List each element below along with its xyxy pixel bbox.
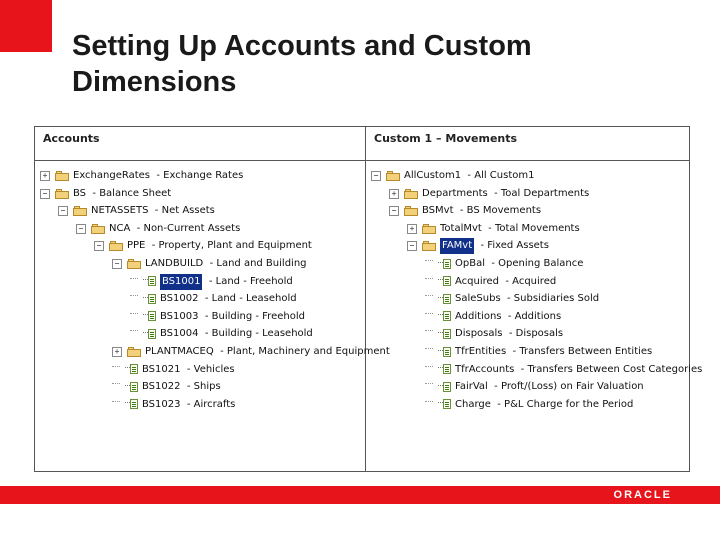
member-code: BS1003 (160, 310, 199, 322)
member-icon (143, 311, 156, 322)
member-description: - Disposals (502, 328, 564, 340)
folder-icon (422, 224, 436, 234)
folder-icon (404, 189, 418, 199)
tree-connector (112, 366, 120, 374)
folder-icon (109, 241, 123, 251)
member-description: - Building - Leasehold (198, 328, 313, 340)
tree-connector (425, 295, 433, 303)
member-code: BS1001 (160, 274, 202, 290)
collapse-icon[interactable]: − (389, 206, 399, 216)
tree-node-famvt[interactable] (407, 238, 549, 254)
tree-node-acquired[interactable] (425, 274, 556, 290)
tree-connector (425, 260, 433, 268)
member-description: - P&L Charge for the Period (490, 398, 634, 410)
custom1-column (366, 127, 703, 471)
member-description: - BS Movements (453, 205, 542, 217)
slide-title: Setting Up Accounts and Custom Dimensions (72, 30, 532, 98)
member-code: Additions (455, 310, 502, 322)
tree-connector (130, 278, 138, 286)
tree-connector (130, 313, 138, 321)
member-description: - Toal Departments (487, 187, 590, 199)
member-code: BS1023 (142, 398, 181, 410)
member-icon (438, 259, 451, 270)
member-description: - All Custom1 (461, 170, 535, 181)
tree-node-salesubs[interactable] (425, 291, 599, 307)
collapse-icon[interactable]: − (76, 224, 86, 234)
member-code: OpBal (455, 258, 485, 269)
member-description: - Acquired (499, 275, 557, 287)
member-code: FAMvt (440, 238, 474, 254)
tree-node-bs1004[interactable] (130, 326, 313, 342)
folder-icon (404, 206, 418, 216)
member-description: - Ships (180, 381, 221, 393)
member-code: PLANTMACEQ (145, 346, 214, 357)
tree-node-bs[interactable] (40, 186, 171, 202)
member-description: - Aircrafts (180, 398, 236, 410)
member-description: - Transfers Between Cost Categories (514, 363, 703, 375)
member-code: Acquired (455, 275, 500, 287)
member-code: Disposals (455, 328, 503, 340)
tree-connector (425, 383, 433, 391)
member-description: - Additions (501, 310, 562, 322)
member-icon (125, 399, 138, 410)
member-code: BS1022 (142, 381, 181, 393)
tree-node-disposals[interactable] (425, 326, 563, 342)
member-description: - Opening Balance (485, 258, 584, 269)
member-code: NCA (109, 222, 131, 234)
member-code: BS1002 (160, 293, 199, 305)
member-icon (438, 399, 451, 410)
member-code: ExchangeRates (73, 170, 151, 181)
oracle-logo: ORACLE (613, 489, 672, 501)
tree-node-ppe[interactable] (94, 238, 312, 254)
member-icon (438, 347, 451, 358)
expand-icon[interactable]: + (40, 171, 50, 181)
member-code: LANDBUILD (145, 258, 204, 269)
member-code: TotalMvt (440, 222, 482, 234)
member-code: TfrEntities (455, 346, 507, 357)
member-description: - Net Assets (148, 205, 215, 217)
collapse-icon[interactable]: − (40, 189, 50, 199)
member-description: - Building - Freehold (198, 310, 305, 322)
tree-node-totalmvt[interactable] (407, 221, 580, 237)
member-code: AllCustom1 (404, 170, 462, 181)
tree-node-nca[interactable] (76, 221, 240, 237)
folder-icon (91, 224, 105, 234)
tree-node-bsmvt[interactable] (389, 203, 541, 219)
tree-node-netassets[interactable] (58, 203, 215, 219)
member-code: FairVal (455, 381, 488, 393)
dimension-panel (34, 126, 703, 472)
member-code: BS (73, 187, 87, 199)
folder-icon (73, 206, 87, 216)
member-description: - Total Movements (481, 222, 580, 234)
member-description: - Proft/(Loss) on Fair Valuation (487, 381, 644, 393)
member-code: TfrAccounts (455, 363, 515, 375)
collapse-icon[interactable]: − (407, 241, 417, 251)
footer-bar (0, 486, 720, 504)
tree-connector (425, 278, 433, 286)
expand-icon[interactable]: + (407, 224, 417, 234)
member-icon (125, 364, 138, 375)
member-description: - Transfers Between Entities (506, 346, 653, 357)
tree-node-allcustom1[interactable] (371, 168, 534, 184)
expand-icon[interactable]: + (112, 347, 122, 357)
member-description: - Land and Building (203, 258, 307, 269)
folder-icon (127, 259, 141, 269)
member-description: - Land - Freehold (202, 275, 293, 287)
tree-node-bs1023[interactable] (112, 397, 235, 413)
member-description: - Exchange Rates (150, 170, 244, 181)
accounts-column (35, 127, 390, 471)
member-code: BS1004 (160, 328, 199, 340)
folder-icon (55, 171, 69, 181)
member-description: - Vehicles (180, 363, 235, 375)
tree-node-plantmaceq[interactable] (112, 344, 390, 360)
tree-node-tfrentities[interactable] (425, 344, 652, 360)
tree-node-additions[interactable] (425, 309, 561, 325)
member-description: - Non-Current Assets (130, 222, 241, 234)
folder-icon (386, 171, 400, 181)
tree-node-bs1001[interactable] (130, 274, 293, 290)
member-description: - Balance Sheet (86, 187, 172, 199)
member-icon (143, 294, 156, 305)
collapse-icon[interactable]: − (58, 206, 68, 216)
tree-connector (425, 366, 433, 374)
tree-node-exchangerates[interactable] (40, 168, 243, 184)
tree-connector (130, 330, 138, 338)
collapse-icon[interactable]: − (94, 241, 104, 251)
member-icon (125, 382, 138, 393)
tree-node-bs1002[interactable] (130, 291, 297, 307)
member-icon (143, 329, 156, 340)
folder-icon (55, 189, 69, 199)
custom1-header: Custom 1 – Movements (366, 127, 689, 161)
tree-node-charge[interactable] (425, 397, 633, 413)
member-icon (438, 276, 451, 287)
collapse-icon[interactable]: − (371, 171, 381, 181)
tree-connector (425, 330, 433, 338)
member-description: - Land - Leasehold (198, 293, 297, 305)
member-icon (438, 294, 451, 305)
tree-node-bs1003[interactable] (130, 309, 305, 325)
member-description: - Fixed Assets (474, 240, 549, 252)
member-description: - Subsidiaries Sold (500, 293, 600, 305)
accounts-header: Accounts (35, 127, 365, 161)
member-icon (438, 311, 451, 322)
tree-node-fairval[interactable] (425, 379, 644, 395)
member-code: PPE (127, 240, 146, 252)
tree-node-landbuild[interactable] (112, 256, 307, 272)
tree-node-tfraccounts[interactable] (425, 362, 702, 378)
tree-node-departments[interactable] (389, 186, 589, 202)
tree-connector (425, 313, 433, 321)
member-icon (438, 382, 451, 393)
member-description: - Plant, Machinery and Equipment (213, 346, 390, 357)
member-icon (438, 329, 451, 340)
member-code: Charge (455, 398, 491, 410)
member-description: - Property, Plant and Equipment (145, 240, 312, 252)
member-code: BSMvt (422, 205, 454, 217)
tree-node-bs1022[interactable] (112, 379, 221, 395)
tree-node-opbal[interactable] (425, 256, 583, 272)
tree-connector (130, 295, 138, 303)
collapse-icon[interactable]: − (112, 259, 122, 269)
member-icon (438, 364, 451, 375)
member-code: BS1021 (142, 363, 181, 375)
tree-connector (425, 401, 433, 409)
folder-icon (127, 347, 141, 357)
member-code: NETASSETS (91, 205, 149, 217)
folder-icon (422, 241, 436, 251)
tree-connector (425, 348, 433, 356)
brand-red-square (0, 0, 52, 52)
expand-icon[interactable]: + (389, 189, 399, 199)
member-code: SaleSubs (455, 293, 501, 305)
tree-connector (112, 401, 120, 409)
member-icon (143, 276, 156, 287)
tree-connector (112, 383, 120, 391)
tree-node-bs1021[interactable] (112, 362, 235, 378)
member-code: Departments (422, 187, 488, 199)
